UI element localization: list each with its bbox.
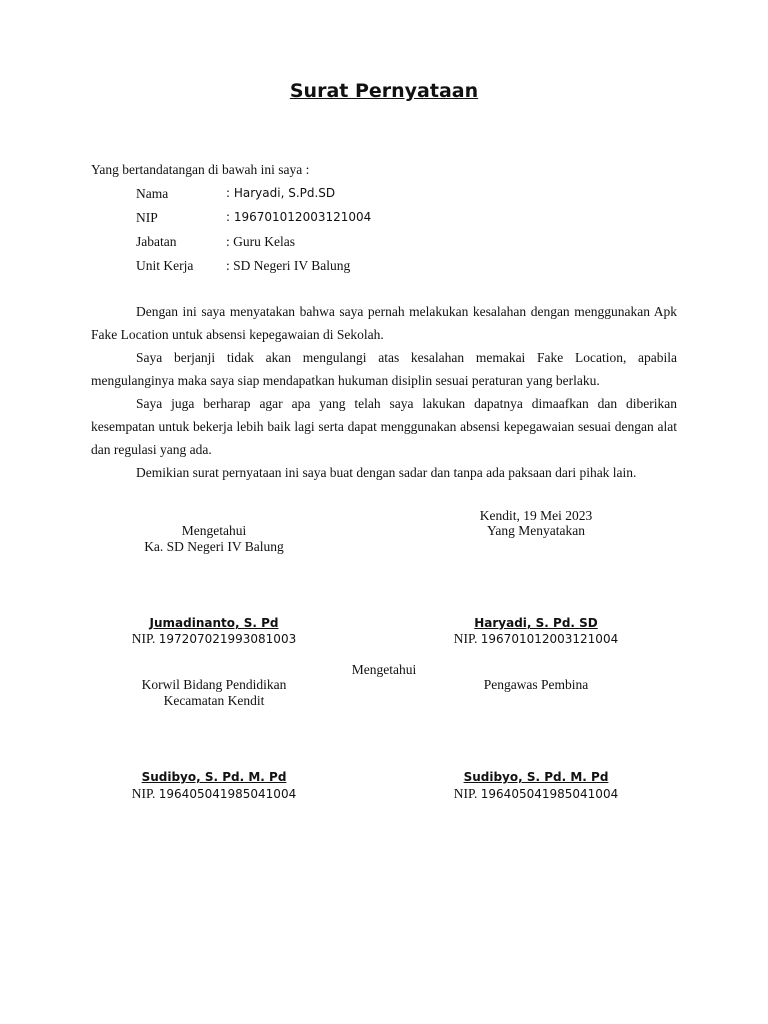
sign4-nip-number: 196405041985041004 (480, 787, 619, 801)
field-value-unit-kerja: : SD Negeri IV Balung (226, 258, 351, 273)
field-label-nama: Nama (136, 186, 169, 201)
sign2-role: Yang Menyatakan (487, 523, 585, 538)
field-value-nip: : 196701012003121004 (226, 210, 372, 224)
sign3-name: Sudibyo, S. Pd. M. Pd (141, 770, 287, 784)
sign1-nip-prefix: NIP. (131, 631, 156, 646)
paragraph-hope: Saya juga berharap agar apa yang telah saya lakukan dapatnya dimaafkan dan diberikan kesempatan untuk bekerja lebih baik lagi serta dapat menggunakan absensi kepegawaian sesuai dengan alat dan regulasi yang ada. (91, 396, 677, 457)
field-value-nama: : Haryadi, S.Pd.SD (226, 186, 336, 200)
sign1-nip (104, 631, 324, 647)
sign3-nip (104, 786, 324, 802)
sign4-name: Sudibyo, S. Pd. M. Pd (463, 770, 609, 784)
sign2-nip-number: 196701012003121004 (480, 632, 619, 646)
paragraph-promise: Saya berjanji tidak akan mengulangi atas kesalahan memakai Fake Location, apabila mengulanginya maka saya siap mendapatkan hukuman disiplin sesuai peraturan yang berlaku. (91, 350, 677, 388)
paragraph-statement: Dengan ini saya menyatakan bahwa saya pernah melakukan kesalahan dengan menggunakan Apk Fake Location untuk absensi kepegawaian di Sekolah. (91, 304, 677, 342)
sign3-nip-number: 196405041985041004 (158, 787, 297, 801)
document-title: Surat Pernyataan (289, 80, 479, 102)
sign1-name: Jumadinanto, S. Pd (149, 616, 279, 630)
sign3-nip-prefix: NIP. (131, 786, 156, 801)
field-value-jabatan: : Guru Kelas (226, 234, 295, 249)
sign2-nip-prefix: NIP. (453, 631, 478, 646)
intro-text: Yang bertandatangan di bawah ini saya : (91, 162, 310, 177)
sign1-nip-number: 197207021993081003 (158, 632, 297, 646)
sign4-nip (426, 786, 646, 802)
paragraph-closing: Demikian surat pernyataan ini saya buat dengan sadar dan tanpa ada paksaan dari pihak lain. (136, 465, 637, 480)
field-label-unit-kerja: Unit Kerja (136, 258, 194, 273)
field-label-nip: NIP (136, 210, 158, 225)
sign2-name: Haryadi, S. Pd. SD (474, 616, 598, 630)
sign1-role: Mengetahui (181, 523, 247, 538)
sign1-position: Ka. SD Negeri IV Balung (144, 539, 284, 554)
place-date: Kendit, 19 Mei 2023 (479, 508, 593, 523)
sign4-nip-prefix: NIP. (453, 786, 478, 801)
sign3-position-line1: Korwil Bidang Pendidikan (141, 677, 287, 692)
sign4-position: Pengawas Pembina (483, 677, 589, 692)
sign3-position-line2: Kecamatan Kendit (163, 693, 265, 708)
middle-label: Mengetahui (351, 662, 417, 677)
sign2-nip (426, 631, 646, 647)
field-label-jabatan: Jabatan (136, 234, 177, 249)
